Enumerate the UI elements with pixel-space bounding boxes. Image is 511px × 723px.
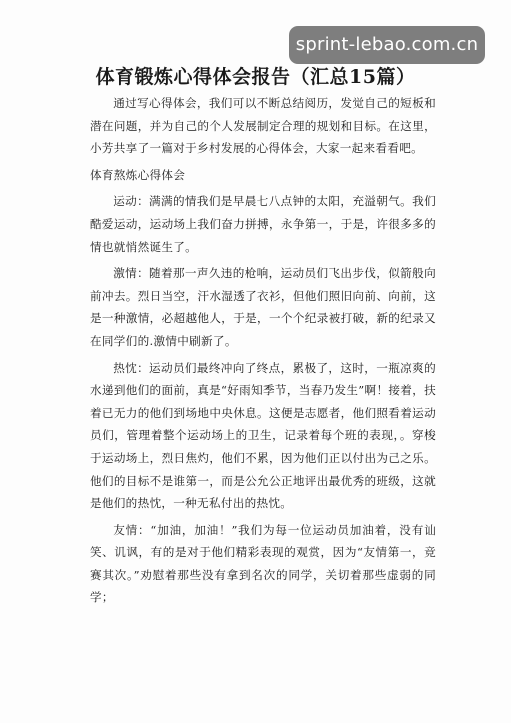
paragraph-passion: 激情：随着那一声久违的枪响，运动员们飞出步伐，似箭般向前冲去。烈日当空，汗水湿透了衣衫，但他们照旧向前、向前，这是一种激情，必超越他人，于是，一个个纪录被打破，新的纪录又在同学们的.激情中刷新了。 [90,266,436,348]
paragraph-sport: 运动：满满的情我们是早晨七八点钟的太阳，充溢朝气。我们酷爱运动，运动场上我们奋力拼搏，永争第一，于是，许很多多的情也就悄然诞生了。 [90,194,436,254]
section-subheading: 体育熬炼心得体会 [90,167,186,182]
intro-paragraph: 通过写心得体会，我们可以不断总结阅历，发觉自己的短板和潜在问题，并为自己的个人发展制定合理的规划和目标。在这里，小芳共享了一篇对于乡村发展的心得体会，大家一起来看看吧。 [90,96,436,156]
article-body [90,92,436,613]
paragraph-friendship: 友情：“加油，加油！”我们为每一位运动员加油着，没有讪笑、讥讽，有的是对于他们精彩表现的观赏，因为“友情第一，竞赛其次。”劝慰着那些没有拿到名次的同学，关切着那些虚弱的同学； [90,522,436,605]
page-title: 体育锻炼心得体会报告（汇总15篇） [95,66,416,88]
site-watermark: sprint-lebao.com.cn [289,26,485,64]
paragraph-enthusiasm: 热忱：运动员们最终冲向了终点，累极了，这时，一瓶凉爽的水递到他们的面前，真是“好雨知季节，当春乃发生”啊！接着，扶着已无力的他们到场地中央休息。这便是志愿者，他们照看着运动员们，管理着整个运动场上的卫生，记录着每个班的表现，。穿梭于运动场上，烈日焦灼，他们不累，因为他们正以付出为己之乐。他们的目标不是谁第一，而是公允公正地评出最优秀的班级，这就是他们的热忱，一种无私付出的热忱。 [90,360,436,511]
